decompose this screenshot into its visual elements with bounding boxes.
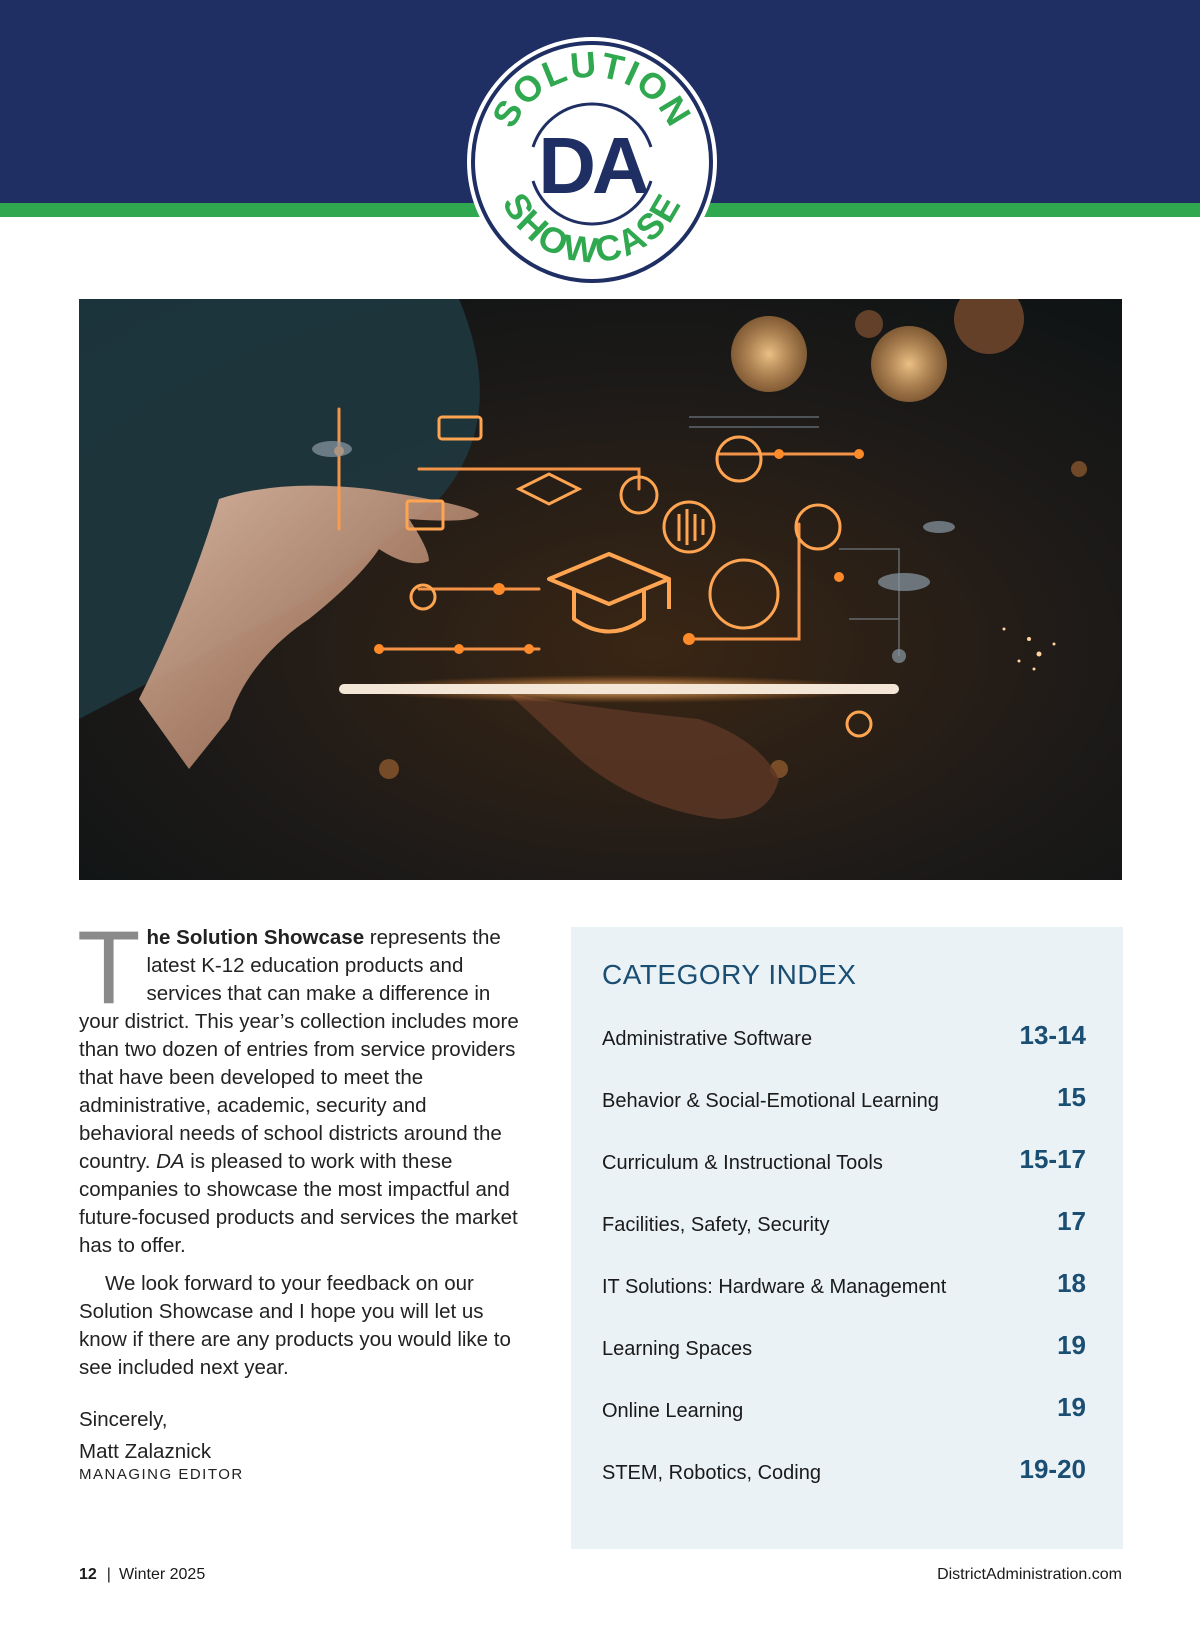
category-row [602, 1390, 1086, 1430]
author-name: Matt Zalaznick [79, 1440, 212, 1463]
hero-image [79, 299, 1122, 880]
footer-issue-info [79, 1566, 205, 1584]
category-pages: 18 [1057, 1268, 1086, 1298]
solution-showcase-logo [465, 35, 720, 290]
footer-site: DistrictAdministration.com [937, 1566, 1122, 1583]
category-label: Administrative Software [602, 1028, 813, 1050]
category-pages: 15-17 [1019, 1144, 1086, 1174]
category-pages: 19-20 [1019, 1454, 1086, 1484]
closing: Sincerely, [79, 1408, 168, 1431]
intro-letter [77, 910, 519, 1484]
intro-lead-bold: he Solution Showcase [146, 926, 365, 949]
intro-paragraph-2: We look forward to your feedback on our Solution Showcase and I hope you will let us know if there are any products you would like to see included next year. [79, 1272, 511, 1379]
category-pages: 19 [1057, 1392, 1086, 1422]
category-pages: 19 [1057, 1330, 1086, 1360]
category-row [602, 1204, 1086, 1244]
category-label: Facilities, Safety, Security [602, 1214, 830, 1236]
category-index-title: CATEGORY INDEX [602, 959, 857, 990]
category-pages: 13-14 [1019, 1020, 1086, 1050]
category-row [602, 1452, 1086, 1492]
footer-separator: | [106, 1566, 111, 1583]
category-index [571, 927, 1123, 1549]
category-row [602, 1328, 1086, 1368]
issue-label: Winter 2025 [118, 1566, 206, 1583]
category-pages: 15 [1057, 1082, 1086, 1112]
drop-cap: T [77, 910, 141, 1026]
intro-text-1a: represents the latest K-12 education products and services that can make a difference in your district. This year’s collection includes more than two dozen of entries from service providers that have been developed to meet the administrative, academic, security and behavioral needs of school districts around the country. [79, 926, 519, 1173]
signoff [79, 1406, 519, 1484]
category-row [602, 1266, 1086, 1306]
category-label: Behavior & Social-Emotional Learning [602, 1090, 939, 1112]
category-row [602, 1018, 1086, 1058]
logo-bottom-text: SHOWCASE [494, 185, 690, 272]
category-label: Online Learning [602, 1400, 744, 1422]
category-label: STEM, Robotics, Coding [602, 1462, 821, 1484]
page-number: 12 [79, 1566, 97, 1583]
category-label: IT Solutions: Hardware & Management [602, 1276, 947, 1298]
category-row [602, 1142, 1086, 1182]
category-label: Learning Spaces [602, 1338, 753, 1360]
logo-center-text: DA [538, 121, 646, 210]
intro-paragraph-1 [77, 910, 519, 1260]
intro-text-da-italic: DA [156, 1150, 185, 1173]
intro-text-1b: is pleased to work with these companies to showcase the most impactful and future-focused products and services the market has to offer. [79, 1150, 518, 1257]
category-label: Curriculum & Instructional Tools [602, 1152, 883, 1174]
category-pages: 17 [1057, 1206, 1086, 1236]
logo-top-text: SOLUTION [483, 43, 701, 135]
category-row [602, 1080, 1086, 1120]
author-role: MANAGING EDITOR [79, 1466, 244, 1483]
